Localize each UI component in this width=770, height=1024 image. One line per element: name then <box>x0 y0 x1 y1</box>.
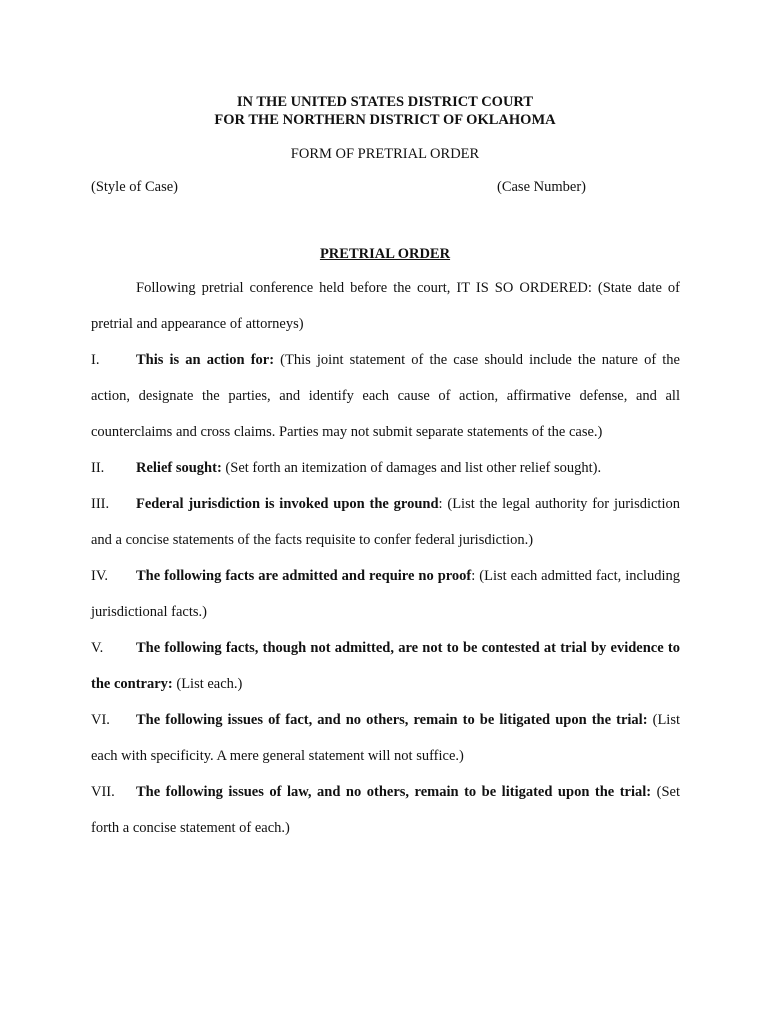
section-heading: Relief sought: <box>136 460 222 476</box>
section-7 <box>91 774 680 846</box>
intro-paragraph: Following pretrial conference held before the court, IT IS SO ORDERED: (State date of pretrial and appearance of attorneys) <box>91 280 680 332</box>
style-of-case: (Style of Case) <box>91 179 178 195</box>
section-number: IV. <box>91 568 109 584</box>
section-number: V. <box>91 640 104 656</box>
section-3 <box>91 486 680 558</box>
case-number: (Case Number) <box>497 179 586 195</box>
section-text: (List each.) <box>172 676 243 692</box>
court-header <box>0 93 770 129</box>
section-heading: The following facts are admitted and require no proof <box>136 568 472 584</box>
section-number: III. <box>91 496 110 512</box>
court-name-line: IN THE UNITED STATES DISTRICT COURT <box>236 94 534 110</box>
section-heading: The following issues of fact, and no others, remain to be litigated upon the trial: <box>136 712 648 728</box>
section-text: (List each with specificity. A mere general statement will not suffice.) <box>91 712 680 764</box>
section-6 <box>91 702 680 774</box>
section-1 <box>91 342 680 450</box>
section-text: : (List each admitted fact, including jurisdictional facts.) <box>91 568 680 620</box>
section-4 <box>91 558 680 630</box>
section-number: VII. <box>91 784 115 800</box>
section-5 <box>91 630 680 702</box>
order-title: PRETRIAL ORDER <box>319 246 451 262</box>
section-text: (Set forth an itemization of damages and list other relief sought). <box>221 460 602 476</box>
form-title: FORM OF PRETRIAL ORDER <box>290 146 480 162</box>
section-heading: Federal jurisdiction is invoked upon the ground <box>136 496 439 512</box>
section-text: (Set forth a concise statement of each.) <box>91 784 681 836</box>
section-number: I. <box>91 352 100 368</box>
section-heading: The following issues of law, and no others, remain to be litigated upon the trial: <box>136 784 652 800</box>
order-body <box>91 270 680 846</box>
section-number: VI. <box>91 712 110 728</box>
section-number: II. <box>91 460 105 476</box>
section-text: (This joint statement of the case should include the nature of the action, designate the parties, and identify each cause of action, affirmative defense, and all counterclaims and cross claims. Parties may not submit separate statements of the case.) <box>91 352 680 440</box>
section-2 <box>91 450 680 486</box>
court-district-line: FOR THE NORTHERN DISTRICT OF OKLAHOMA <box>214 112 556 128</box>
section-heading: This is an action for: <box>136 352 275 368</box>
section-text: : (List the legal authority for jurisdiction and a concise statements of the facts requisite to confer federal jurisdiction.) <box>91 496 680 548</box>
section-heading: The following facts, though not admitted, are not to be contested at trial by evidence to the contrary: <box>91 640 680 692</box>
